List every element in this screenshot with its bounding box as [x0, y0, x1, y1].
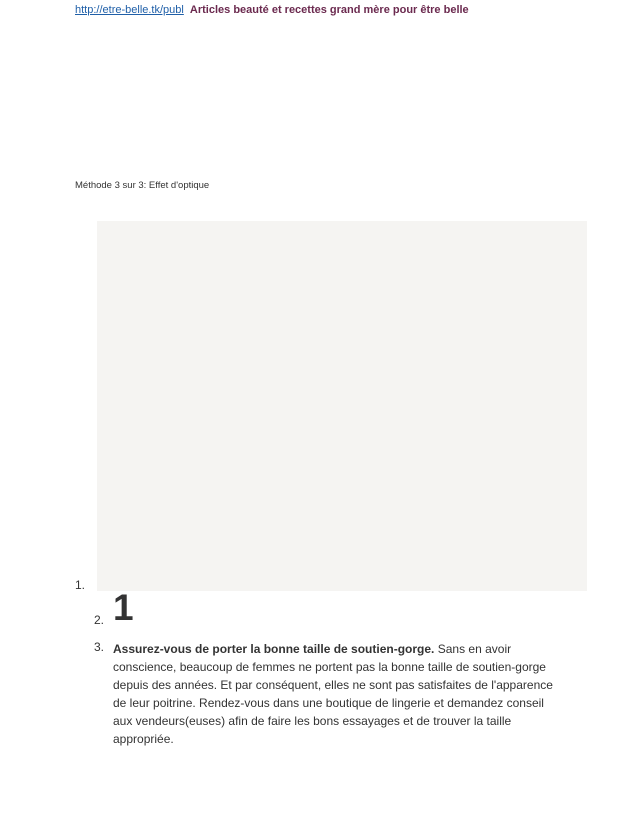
step-description [113, 640, 558, 748]
list-item-number-1: 1. [75, 578, 86, 592]
list-item-number-2: 2. [94, 613, 105, 627]
source-link[interactable]: http://etre-belle.tk/publ [75, 4, 184, 16]
step-title: Assurez-vous de porter la bonne taille de soutien-gorge. [113, 642, 435, 656]
method-heading: Méthode 3 sur 3: Effet d'optique [75, 180, 210, 191]
step-body: Sans en avoir conscience, beaucoup de femmes ne portent pas la bonne taille de soutien-gorge depuis des années. Et par conséquent, elles ne sont pas satisfaites de l'apparence de leur poitrine. Rendez-vous dans une boutique de lingerie et demandez conseil aux vendeurs(euses) afin de faire les bons essayages et de trouver la taille appropriée. [113, 642, 553, 746]
page-header [75, 3, 469, 17]
illustration-placeholder [97, 221, 587, 591]
site-title: Articles beauté et recettes grand mère pour être belle [189, 4, 469, 16]
list-item-number-3: 3. [94, 640, 105, 654]
step-number: 1 [113, 587, 134, 628]
